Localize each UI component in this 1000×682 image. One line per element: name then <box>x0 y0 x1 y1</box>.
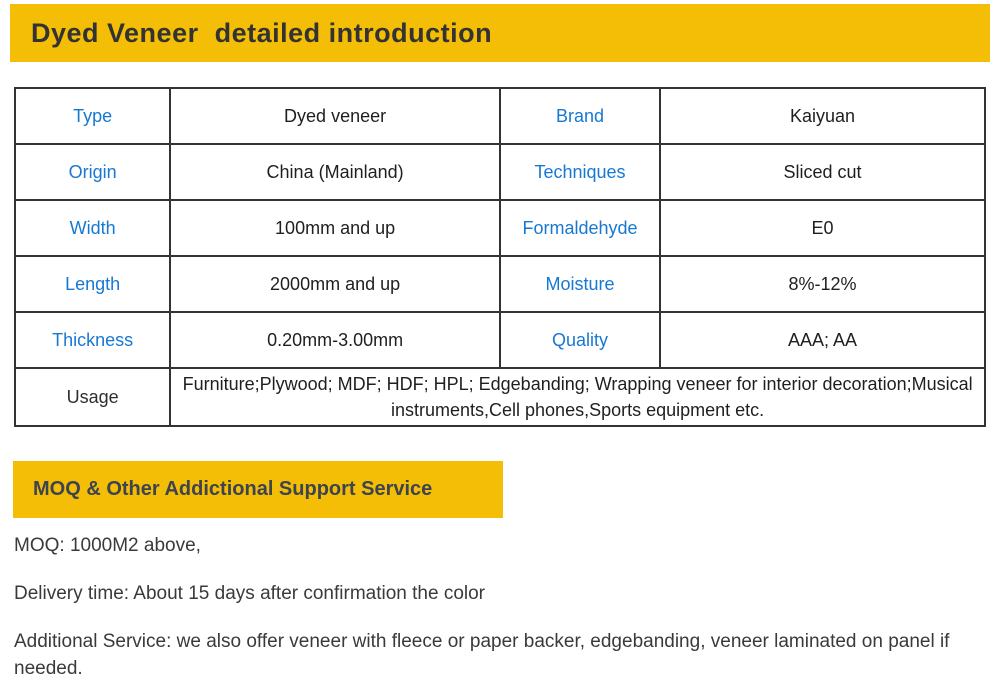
delivery-time-note: Delivery time: About 15 days after confirmation the color <box>14 583 486 605</box>
table-row-usage <box>15 368 985 426</box>
table-row <box>15 200 985 256</box>
spec-label-usage: Usage <box>15 368 170 426</box>
additional-service-note: Additional Service: we also offer veneer with fleece or paper backer, edgebanding, veneer laminated on panel if needed. <box>14 631 950 679</box>
spec-label-type: Type <box>15 88 170 144</box>
spec-label-width: Width <box>15 200 170 256</box>
notes-section <box>14 533 986 682</box>
spec-label-moisture: Moisture <box>500 256 660 312</box>
spec-label-length: Length <box>15 256 170 312</box>
spec-value-width: 100mm and up <box>170 200 500 256</box>
spec-value-quality: AAA; AA <box>660 312 985 368</box>
spec-value-moisture: 8%-12% <box>660 256 985 312</box>
spec-value-usage: Furniture;Plywood; MDF; HDF; HPL; Edgebanding; Wrapping veneer for interior decoration;Musical instruments,Cell phones,Sports equipment etc. <box>170 368 985 426</box>
spec-label-techniques: Techniques <box>500 144 660 200</box>
spec-value-origin: China (Mainland) <box>170 144 500 200</box>
spec-value-type: Dyed veneer <box>170 88 500 144</box>
spec-value-formaldehyde: E0 <box>660 200 985 256</box>
spec-table <box>14 87 986 427</box>
spec-label-origin: Origin <box>15 144 170 200</box>
moq-section-title: MOQ & Other Addictional Support Service <box>33 478 433 500</box>
spec-value-brand: Kaiyuan <box>660 88 985 144</box>
title-banner <box>10 4 990 62</box>
spec-value-length: 2000mm and up <box>170 256 500 312</box>
table-row <box>15 144 985 200</box>
table-row <box>15 256 985 312</box>
spec-label-thickness: Thickness <box>15 312 170 368</box>
moq-section-banner <box>13 461 503 518</box>
moq-note: MOQ: 1000M2 above, <box>14 535 201 556</box>
page-title: Dyed Veneer detailed introduction <box>31 17 493 48</box>
table-row <box>15 312 985 368</box>
spec-label-quality: Quality <box>500 312 660 368</box>
spec-label-formaldehyde: Formaldehyde <box>500 200 660 256</box>
spec-value-techniques: Sliced cut <box>660 144 985 200</box>
spec-label-brand: Brand <box>500 88 660 144</box>
spec-value-thickness: 0.20mm-3.00mm <box>170 312 500 368</box>
table-row <box>15 88 985 144</box>
